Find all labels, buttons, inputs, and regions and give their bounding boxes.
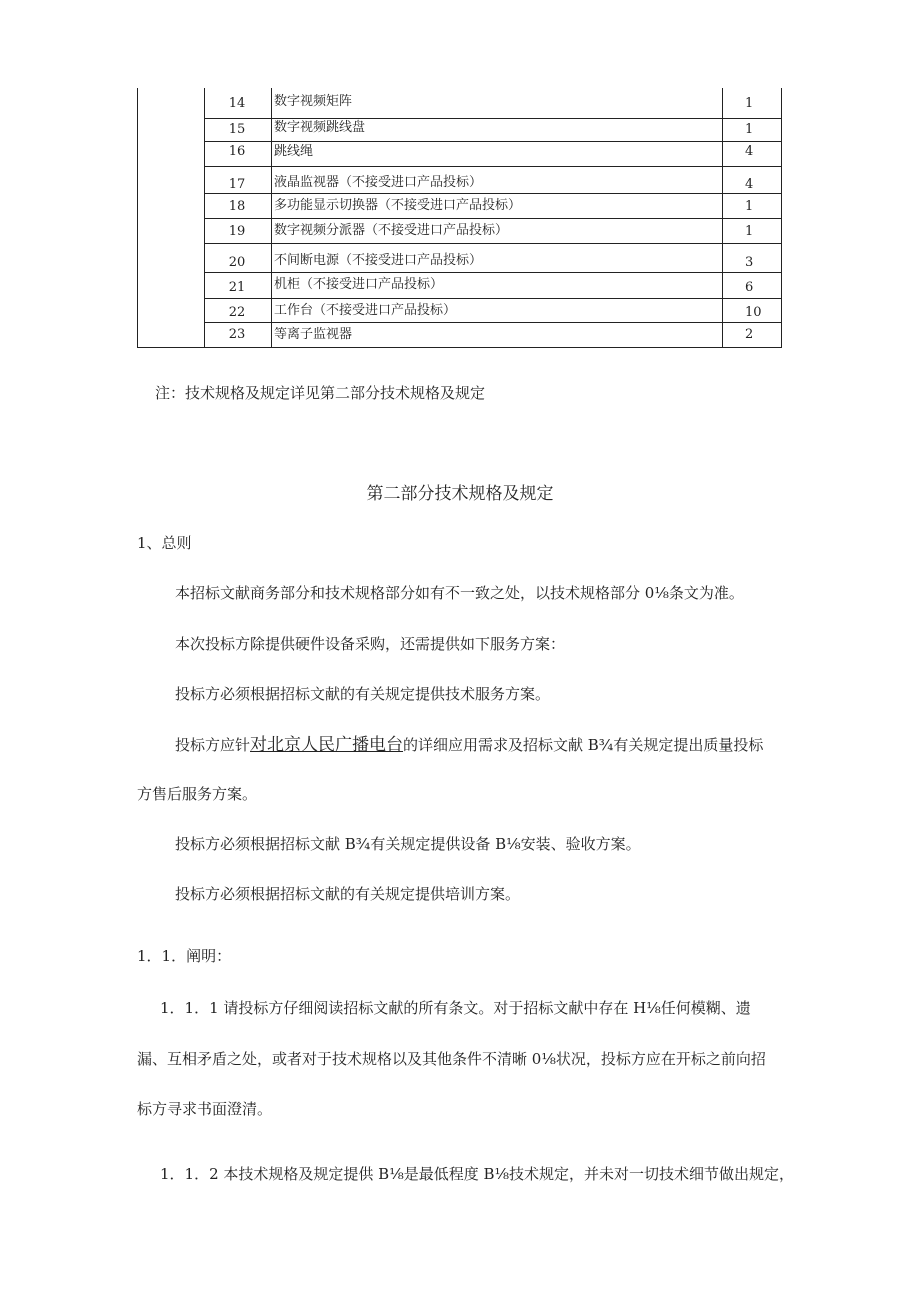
paragraph-text: 的详细应用需求及招标文献 B¾有关规定提出质量投标	[403, 736, 764, 754]
item-quantity: 2	[745, 327, 754, 342]
paragraph: 投标方必须根据招标文献的有关规定提供技术服务方案。	[175, 685, 551, 703]
general-heading: 1、总则	[137, 534, 192, 552]
row-number: 22	[228, 305, 246, 320]
item-name: 数字视频分派器（不接受进口产品投标）	[274, 223, 509, 238]
item-name: 不间断电源（不接受进口产品投标）	[274, 253, 483, 268]
item-name: 多功能显示切换器（不接受进口产品投标）	[274, 198, 522, 213]
paragraph-continuation: 标方寻求书面澄清。	[137, 1100, 273, 1118]
table-note: 注：技术规格及规定详见第二部分技术规格及规定	[155, 384, 486, 402]
item-quantity: 1	[745, 122, 754, 137]
row-divider	[204, 118, 782, 119]
paragraph: 1．1．2 本技术规格及规定提供 B⅛是最低程度 B⅛技术规定，并未对一切技术细节做出规定，	[160, 1165, 795, 1183]
paragraph: 投标方必须根据招标文献 B¾有关规定提供设备 B⅛安装、验收方案。	[175, 835, 641, 853]
row-divider	[204, 272, 782, 273]
row-number: 16	[228, 144, 246, 159]
row-divider	[204, 298, 782, 299]
table-border-left	[137, 88, 138, 348]
row-divider	[204, 243, 782, 244]
item-quantity: 3	[745, 255, 754, 270]
equipment-table	[137, 88, 782, 348]
paragraph: 1．1．1 请投标方仔细阅读招标文献的所有条文。对于招标文献中存在 H⅛任何模糊、遗	[160, 999, 751, 1017]
paragraph-continuation: 方售后服务方案。	[137, 785, 258, 803]
paragraph: 本次投标方除提供硬件设备采购，还需提供如下服务方案：	[175, 635, 566, 653]
item-quantity: 1	[745, 199, 754, 214]
item-quantity: 4	[745, 177, 754, 192]
item-quantity: 10	[745, 305, 762, 320]
item-quantity: 1	[745, 96, 754, 111]
row-number: 18	[228, 199, 246, 214]
row-number: 19	[228, 224, 246, 239]
row-divider	[204, 193, 782, 194]
paragraph: 本招标文献商务部分和技术规格部分如有不一致之处，以技术规格部分 0⅛条文为准。	[175, 584, 744, 602]
row-number: 14	[228, 96, 246, 111]
row-divider	[204, 141, 782, 142]
row-divider	[204, 322, 782, 323]
paragraph-continuation: 漏、互相矛盾之处，或者对于技术规格以及其他条件不清晰 0⅛状况，投标方应在开标之前向招	[137, 1050, 766, 1068]
item-quantity: 6	[745, 280, 754, 295]
row-number: 20	[228, 255, 246, 270]
row-number: 17	[228, 177, 246, 192]
section-title: 第二部分技术规格及规定	[366, 484, 554, 504]
row-number: 15	[228, 122, 246, 137]
paragraph-text: 投标方应针	[175, 736, 251, 754]
item-name: 机柜（不接受进口产品投标）	[274, 277, 444, 292]
row-number: 21	[228, 280, 246, 295]
station-name: 对北京人民广播电台	[250, 735, 404, 755]
paragraph	[175, 736, 763, 754]
table-border-bottom	[137, 347, 782, 348]
row-number: 23	[228, 327, 246, 342]
clarify-heading: 1．1．阐明：	[137, 947, 232, 965]
item-name: 等离子监视器	[274, 327, 353, 342]
item-name: 液晶监视器（不接受进口产品投标）	[274, 175, 483, 190]
item-quantity: 4	[745, 144, 754, 159]
item-name: 数字视频矩阵	[274, 94, 353, 109]
item-name: 跳线绳	[274, 144, 314, 159]
row-divider	[204, 218, 782, 219]
paragraph: 投标方必须根据招标文献的有关规定提供培训方案。	[175, 885, 521, 903]
item-name: 工作台（不接受进口产品投标）	[274, 303, 457, 318]
item-quantity: 1	[745, 224, 754, 239]
item-name: 数字视频跳线盘	[274, 120, 366, 135]
row-divider	[204, 166, 782, 167]
